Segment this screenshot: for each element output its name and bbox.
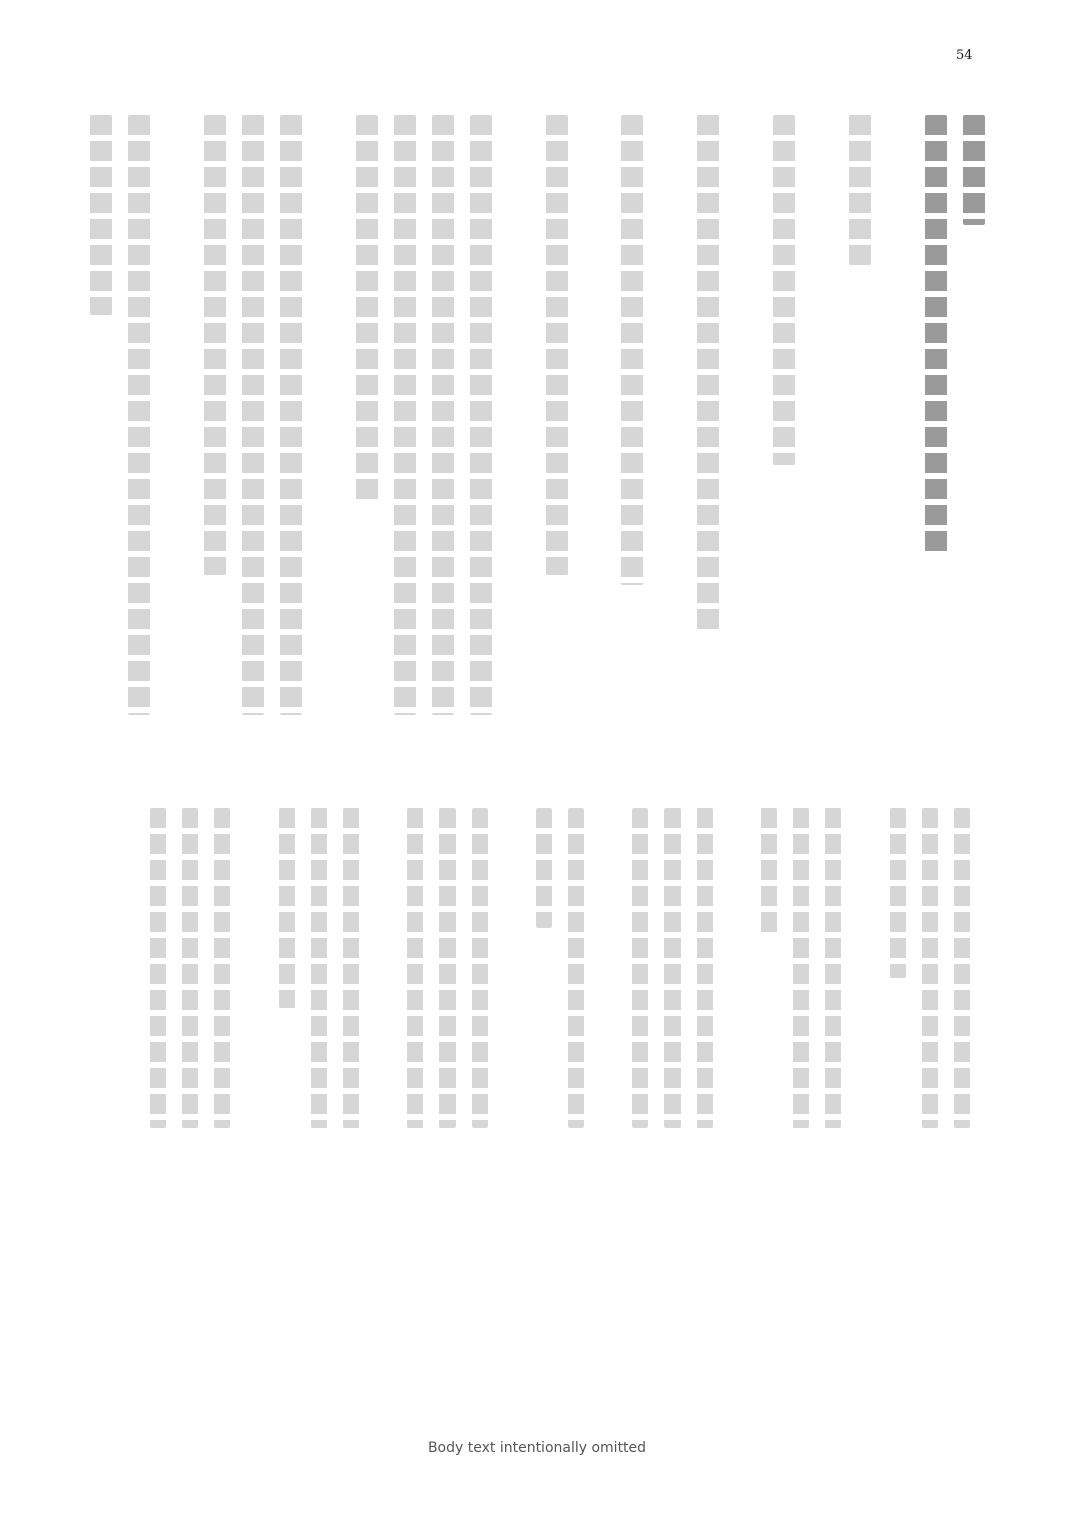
text-column (280, 115, 302, 715)
text-column (697, 115, 719, 635)
text-column (182, 808, 198, 1128)
spacer (166, 115, 188, 725)
spacer (600, 808, 616, 1138)
text-column (432, 115, 454, 715)
spacer (887, 115, 909, 725)
text-column (825, 808, 841, 1128)
spacer (246, 808, 262, 1138)
spacer (504, 808, 520, 1138)
spacer (735, 115, 757, 725)
spacer (375, 808, 391, 1138)
text-column (697, 808, 713, 1128)
text-column (546, 115, 568, 575)
text-column (128, 115, 150, 715)
lower-text-block-redacted (150, 808, 970, 1138)
text-column (849, 115, 871, 265)
spacer (857, 808, 873, 1138)
text-column (439, 808, 455, 1128)
spacer (508, 115, 530, 725)
text-column (954, 808, 970, 1128)
text-column (311, 808, 327, 1128)
heading-line (925, 115, 947, 555)
text-column (394, 115, 416, 715)
text-column (793, 808, 809, 1128)
text-column (470, 115, 492, 715)
spacer (659, 115, 681, 725)
text-column (356, 115, 378, 505)
text-column (472, 808, 488, 1128)
heading-line (963, 115, 985, 225)
redaction-notice: Body text intentionally omitted (427, 1440, 647, 1456)
text-column (150, 808, 166, 1128)
spacer (729, 808, 745, 1138)
text-column (242, 115, 264, 715)
text-column (214, 808, 230, 1128)
text-column (279, 808, 295, 1008)
text-column (773, 115, 795, 465)
text-column (632, 808, 648, 1128)
text-column (343, 808, 359, 1128)
page-number: 54 (956, 48, 973, 63)
spacer (584, 115, 606, 725)
spacer (318, 115, 340, 725)
text-column (568, 808, 584, 1128)
upper-text-block-redacted (90, 115, 985, 725)
text-column (536, 808, 552, 928)
text-column (890, 808, 906, 978)
spacer (811, 115, 833, 725)
text-column (761, 808, 777, 938)
text-column (407, 808, 423, 1128)
text-column (204, 115, 226, 575)
text-column (664, 808, 680, 1128)
text-column (90, 115, 112, 315)
text-column (922, 808, 938, 1128)
text-column (621, 115, 643, 585)
